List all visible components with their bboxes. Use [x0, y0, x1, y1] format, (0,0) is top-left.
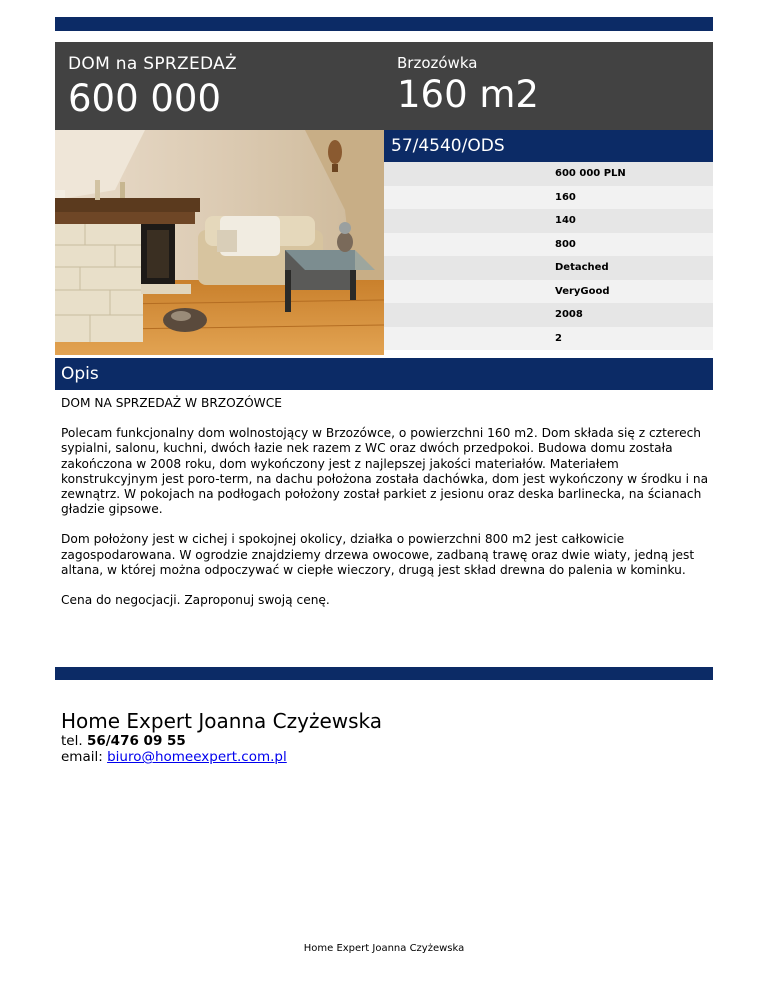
- property-photo: [55, 130, 384, 355]
- reference-bar: [384, 130, 713, 162]
- header-left: [68, 54, 237, 121]
- living-room-image: [55, 130, 384, 355]
- header-right: [397, 54, 539, 117]
- spec-value: 2: [555, 332, 562, 344]
- description-paragraph: Cena do negocjacji. Zaproponuj swoją cenę.: [61, 593, 330, 608]
- email-link[interactable]: biuro@homeexpert.com.pl: [107, 749, 287, 765]
- contact-block: [61, 709, 382, 765]
- spec-row-usable-area: [384, 209, 713, 233]
- spec-row-type: [384, 256, 713, 280]
- description-heading: Opis: [61, 364, 99, 384]
- email-label: email:: [61, 749, 103, 765]
- listing-area: 160 m2: [397, 73, 539, 116]
- description-paragraph: Polecam funkcjonalny dom wolnostojący w Brzozówce, o powierzchni 160 m2. Dom składa się z czterech sypialni, salonu, kuchni, dwóch łazie nek razem z WC oraz dwóch przedpokoi. Budowa domu została zakończona w 2008 roku, dom wykończony jest z najlepszej jakości materiałów. Materiałem konstrukcyjnym jest poro-term, na dachu położona została dachówka, dom jest wykończony w środku i na zewnątrz. W pokojach na podłogach położony został parkiet z jesionu oraz deska barlinecka, na ścianach gładzie gipsowe.: [61, 426, 709, 517]
- listing-type: DOM na SPRZEDAŻ: [68, 54, 237, 74]
- bottom-accent-bar: [55, 667, 713, 680]
- phone-number: 56/476 09 55: [86, 733, 186, 749]
- spec-value: VeryGood: [555, 285, 610, 297]
- spec-row-condition: [384, 280, 713, 304]
- email-line: [61, 749, 382, 765]
- specs-table: [384, 162, 713, 350]
- listing-location: Brzozówka: [397, 54, 478, 72]
- phone-line: [61, 733, 382, 749]
- spec-value: 160: [555, 191, 576, 203]
- spec-value: 2008: [555, 309, 583, 320]
- agency-name: Home Expert Joanna Czyżewska: [61, 709, 383, 733]
- spec-value: Detached: [555, 262, 609, 273]
- spec-row-area: [384, 186, 713, 210]
- spec-row-price: [384, 162, 713, 186]
- reference-number: 57/4540/ODS: [391, 136, 505, 156]
- page-footer: Home Expert Joanna Czyżewska: [303, 943, 465, 954]
- description-title: DOM NA SPRZEDAŻ W BRZOZÓWCE: [61, 396, 282, 410]
- listing-header: [55, 42, 713, 130]
- spec-value: 800: [555, 238, 576, 250]
- description-header: [55, 358, 713, 390]
- description-paragraph: Dom położony jest w cichej i spokojnej okolicy, działka o powierzchni 800 m2 jest całkowicie zagospodarowana. W ogrodzie znajdziemy drzewa owocowe, zadbaną trawę oraz dwie wiaty, jedną jest altana, w której można odpoczywać w ciepłe wieczory, drugą jest skład drewna do palenia w kominku.: [61, 532, 695, 577]
- spec-row-year: [384, 303, 713, 327]
- spec-value: 140: [555, 215, 576, 226]
- description-body: [61, 396, 709, 623]
- spec-row-floors: [384, 327, 713, 351]
- phone-label: tel.: [61, 733, 83, 749]
- top-accent-bar: [55, 17, 713, 31]
- spec-row-plot: [384, 233, 713, 257]
- spec-value: 600 000 PLN: [555, 168, 626, 179]
- listing-price: 600 000: [68, 77, 222, 120]
